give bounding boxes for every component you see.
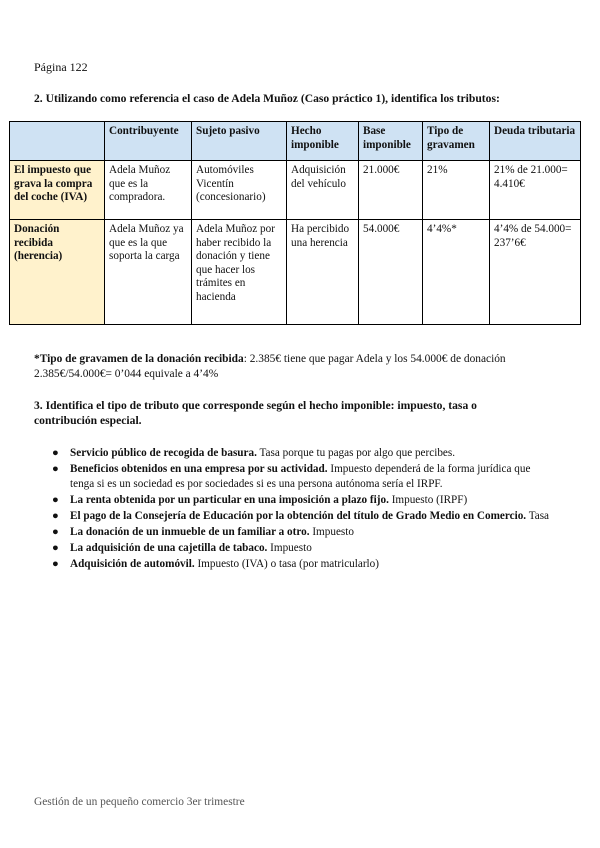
table-cell: Adela Muñoz que es la compradora.: [105, 161, 192, 220]
table-row: [10, 161, 581, 220]
bullet-icon: ●: [52, 447, 59, 459]
tax-table: [9, 121, 581, 325]
item-bold: La donación de un inmueble de un familiar a otro.: [70, 526, 310, 538]
bullet-icon: ●: [52, 463, 59, 475]
question-2-heading: 2. Utilizando como referencia el caso de Adela Muñoz (Caso práctico 1), identifica los tributos:: [34, 92, 500, 105]
item-bold: Servicio público de recogida de basura.: [70, 447, 257, 459]
bullet-icon: ●: [52, 558, 59, 570]
list-item: [52, 446, 552, 461]
bullet-icon: ●: [52, 510, 59, 522]
bullet-icon: ●: [52, 526, 59, 538]
item-text: Tasa: [526, 510, 550, 522]
list-item: [52, 509, 552, 524]
item-text: Impuesto (IRPF): [388, 494, 468, 506]
item-text: Impuesto: [267, 542, 312, 554]
question-3-heading: 3. Identifica el tipo de tributo que corresponde según el hecho imponible: impuesto, tasa o contribución especial.: [34, 399, 477, 427]
table-cell: 4’4%*: [423, 220, 490, 325]
item-bold: El pago de la Consejería de Educación por la obtención del título de Grado Medio en Comercio.: [70, 510, 527, 522]
table-header-deuda-tributaria: Deuda tributaria: [490, 122, 581, 161]
table-cell: 21%: [423, 161, 490, 220]
table-cell: 21.000€: [359, 161, 423, 220]
item-text: Impuesto: [309, 526, 354, 538]
table-cell: 4’4% de 54.000= 237’6€: [490, 220, 581, 325]
table-header-hecho-imponible: Hecho imponible: [287, 122, 359, 161]
table-cell: 54.000€: [359, 220, 423, 325]
list-item: [52, 557, 552, 572]
table-cell: Adela Muñoz ya que es la que soporta la carga: [105, 220, 192, 325]
page-footer: Gestión de un pequeño comercio 3er trimestre: [34, 796, 245, 808]
item-bold: Beneficios obtenidos en una empresa por su actividad.: [70, 463, 328, 475]
table-header-corner: [10, 122, 105, 161]
table-header-sujeto-pasivo: Sujeto pasivo: [192, 122, 287, 161]
row-label: Donación recibida (herencia): [10, 220, 105, 325]
table-cell: 21% de 21.000= 4.410€: [490, 161, 581, 220]
tribute-list: [52, 446, 552, 573]
table-header-row: [10, 122, 581, 161]
bullet-icon: ●: [52, 542, 59, 554]
table-row: [10, 220, 581, 325]
list-item: [52, 462, 552, 492]
item-text: Impuesto (IVA) o tasa (por matricularlo): [194, 558, 379, 570]
list-item: [52, 525, 552, 540]
table-header-base-imponible: Base imponible: [359, 122, 423, 161]
table-header-tipo-gravamen: Tipo de gravamen: [423, 122, 490, 161]
footnote-bold: *Tipo de gravamen de la donación recibida: [34, 353, 244, 365]
item-bold: La adquisición de una cajetilla de tabaco.: [70, 542, 268, 554]
page-number: Página 122: [34, 60, 88, 74]
gravamen-footnote: [34, 352, 554, 382]
item-bold: La renta obtenida por un particular en una imposición a plazo fijo.: [70, 494, 389, 506]
item-bold: Adquisición de automóvil.: [70, 558, 195, 570]
list-item: [52, 493, 552, 508]
table-header-contribuyente: Contribuyente: [105, 122, 192, 161]
table-cell: Adquisición del vehículo: [287, 161, 359, 220]
table-cell: Adela Muñoz por haber recibido la donación y tiene que hacer los trámites en hacienda: [192, 220, 287, 325]
item-text: Impuesto dependerá de la forma jurídica que tenga si es un sociedad es por sociedades si es una persona autónoma sería el IRPF.: [70, 463, 531, 490]
table-cell: Ha percibido una herencia: [287, 220, 359, 325]
item-text: Tasa porque tu pagas por algo que percibes.: [256, 447, 456, 459]
row-label: El impuesto que grava la compra del coche (IVA): [10, 161, 105, 220]
list-item: [52, 541, 552, 556]
footnote-text: : 2.385€ tiene que pagar Adela y los 54.000€ de donación 2.385€/54.000€= 0’044 equivale a 4’4%: [34, 353, 506, 380]
table-cell: Automóviles Vicentín (concesionario): [192, 161, 287, 220]
bullet-icon: ●: [52, 494, 59, 506]
